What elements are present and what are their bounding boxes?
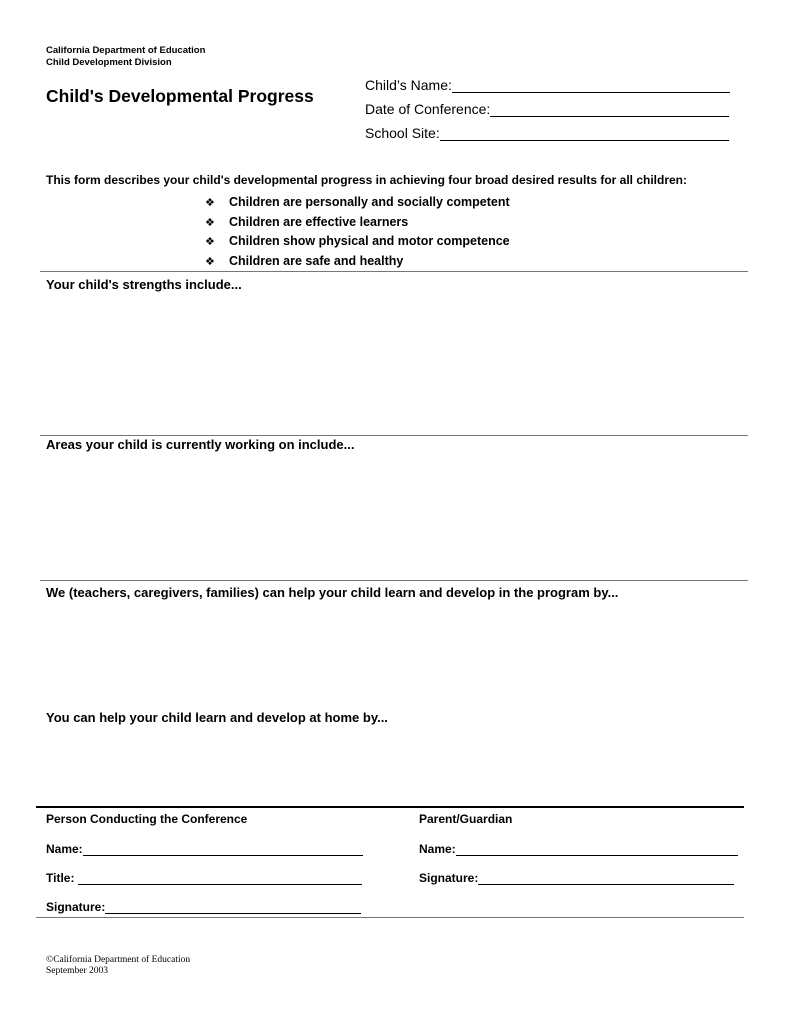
home-help-heading: You can help your child learn and develop at home by... [46,710,388,725]
conductor-signature-input-line[interactable] [105,901,361,914]
agency-header [46,45,205,69]
section-divider [40,271,748,272]
parent-name-label: Name: [419,842,456,856]
childs-name-field [365,77,730,93]
signature-divider [36,806,744,808]
footer-date: September 2003 [46,966,109,976]
diamond-bullet-icon: ❖ [205,255,215,268]
conductor-name-input-line[interactable] [83,843,363,856]
childs-name-input-line[interactable] [452,78,730,93]
parent-name-input-line[interactable] [456,843,738,856]
parent-signature-input-line[interactable] [478,872,734,885]
parent-name-field [419,842,738,856]
agency-name: California Department of Education [46,45,206,56]
intro-text: This form describes your child's developmental progress in achieving four broad desired results for all children: [46,173,688,187]
program-help-heading: We (teachers, caregivers, families) can help your child learn and develop in the program by... [46,585,619,600]
date-of-conference-field [365,101,729,117]
division-name: Child Development Division [46,57,172,68]
conductor-signature-label: Signature: [46,900,106,914]
conductor-signature-field [46,900,361,914]
parent-signature-field [419,871,734,885]
list-item: ❖ Children are effective learners [205,213,510,233]
section-divider [40,580,748,581]
strengths-response-area[interactable] [46,296,746,430]
conductor-title-label: Title: [46,871,75,885]
program-help-response-area[interactable] [46,604,746,704]
diamond-bullet-icon: ❖ [205,216,215,229]
school-site-label: School Site: [365,125,440,141]
list-item: ❖ Children show physical and motor competence [205,232,510,252]
school-site-input-line[interactable] [440,126,729,141]
footer [46,955,190,977]
working-on-heading: Areas your child is currently working on include... [46,437,355,452]
working-on-response-area[interactable] [46,456,746,574]
list-item: ❖ Children are personally and socially competent [205,193,510,213]
copyright-text: ©California Department of Education [46,955,191,965]
parent-heading: Parent/Guardian [419,812,513,826]
school-site-field [365,125,729,141]
page-title: Child's Developmental Progress [46,86,314,106]
conductor-heading: Person Conducting the Conference [46,812,248,826]
conductor-title-field [46,871,362,885]
childs-name-label: Child’s Name: [365,77,452,93]
section-divider [40,435,748,436]
date-of-conference-input-line[interactable] [490,102,729,117]
conductor-name-field [46,842,363,856]
diamond-bullet-icon: ❖ [205,197,215,209]
home-help-response-area[interactable] [46,729,746,801]
conductor-name-label: Name: [46,842,83,856]
list-item: ❖ Children are safe and healthy [205,252,510,272]
desired-results-list [205,193,510,271]
diamond-bullet-icon: ❖ [205,236,215,248]
bottom-divider [36,917,744,918]
parent-signature-label: Signature: [419,871,479,885]
conductor-title-input-line[interactable] [78,872,362,885]
date-of-conference-label: Date of Conference: [365,101,491,117]
strengths-heading: Your child's strengths include... [46,277,242,292]
